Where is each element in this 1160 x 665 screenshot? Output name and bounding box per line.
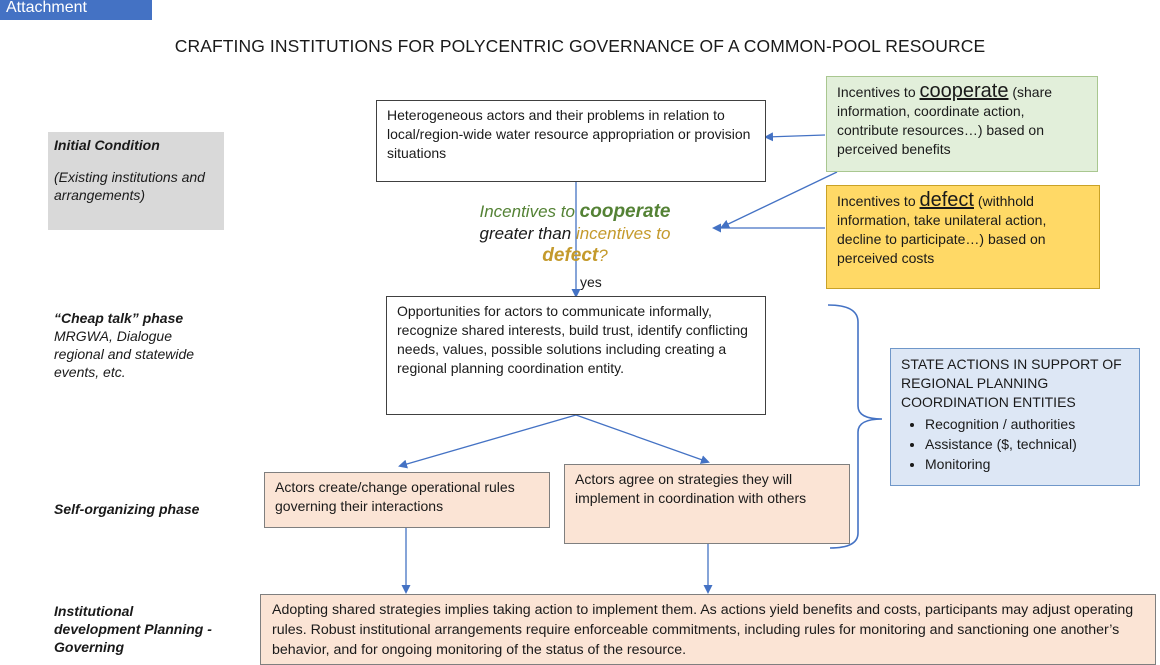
question-line-2 (430, 223, 720, 245)
question-defect: defect (542, 245, 599, 266)
question-line-1 (430, 201, 720, 223)
incentive-question (430, 201, 720, 277)
question-part2: greater than (479, 224, 576, 243)
state-action-item: • Monitoring (925, 454, 1129, 474)
operational-rules-box (264, 472, 550, 528)
adopting-strategies-box (260, 594, 1156, 665)
institutional-heading: Institutional development Planning - Governing (54, 603, 212, 655)
state-actions-list (901, 414, 1129, 474)
state-actions-box (890, 348, 1140, 486)
state-action-item: • Recognition / authorities (925, 414, 1129, 434)
state-action-item: • Assistance ($, technical) (925, 434, 1129, 454)
coop-incentive-post: (share information, coordinate action, contribute resources…) based on perceived benefits (837, 84, 1053, 157)
defect-incentive-pre: Incentives to (837, 193, 920, 209)
yes-label: yes (580, 274, 602, 290)
question-qmark: ? (598, 246, 608, 265)
question-line-3 (430, 245, 720, 267)
arrow-coop-to-actors (766, 135, 825, 137)
question-cooperate: cooperate (579, 201, 671, 222)
cooperate-incentive-box (826, 76, 1098, 172)
actors-box (376, 100, 766, 182)
coop-incentive-keyword: cooperate (919, 80, 1009, 102)
coop-incentive-pre: Incentives to (837, 84, 920, 100)
defect-incentive-box (826, 185, 1100, 289)
cheap-talk-heading: “Cheap talk” phase (54, 310, 184, 326)
state-actions-heading: STATE ACTIONS IN SUPPORT OF REGIONAL PLANNING COORDINATION ENTITIES (901, 356, 1122, 410)
operational-rules-text: Actors create/change operational rules governing their interactions (275, 479, 515, 514)
arrow-opportunities-to-strategies (576, 415, 708, 462)
strategies-text: Actors agree on strategies they will implement in coordination with others (575, 471, 807, 506)
initial-condition-sub: (Existing institutions and arrangements) (54, 169, 205, 203)
diagram-title: CRAFTING INSTITUTIONS FOR POLYCENTRIC GOVERNANCE OF A COMMON-POOL RESOURCE (174, 36, 986, 56)
cheap-talk-sub: MRGWA, Dialogue regional and statewide events, etc. (54, 328, 195, 380)
defect-incentive-post: (withhold information, take unilateral action, decline to participate…) based on perceived costs (837, 193, 1047, 266)
question-part3: incentives to (575, 224, 671, 243)
actors-text: Heterogeneous actors and their problems in relation to local/region-wide water resource appropriation or provision situations (387, 107, 751, 161)
question-part1: Incentives to (479, 202, 580, 221)
opportunities-text: Opportunities for actors to communicate informally, recognize shared interests, build trust, identify conflicting needs, values, possible solutions including creating a regional planning coordination entity. (397, 303, 748, 376)
attachment-tab: Attachment (0, 0, 152, 20)
defect-incentive-keyword: defect (919, 189, 974, 211)
opportunities-box (386, 296, 766, 415)
adopting-text: Adopting shared strategies implies taking action to implement them. As actions yield benefits and costs, participants may adjust operating rules. Robust institutional arrangements require enforceable commitments, including rules for monitoring and sanctioning one another’s behavior, and for ongoing monitoring of the status of the resource. (272, 602, 1134, 658)
initial-condition-heading: Initial Condition (54, 137, 160, 153)
strategies-box (564, 464, 850, 544)
self-organizing-heading: Self-organizing phase (54, 501, 200, 517)
arrow-opportunities-to-rules (400, 415, 576, 466)
